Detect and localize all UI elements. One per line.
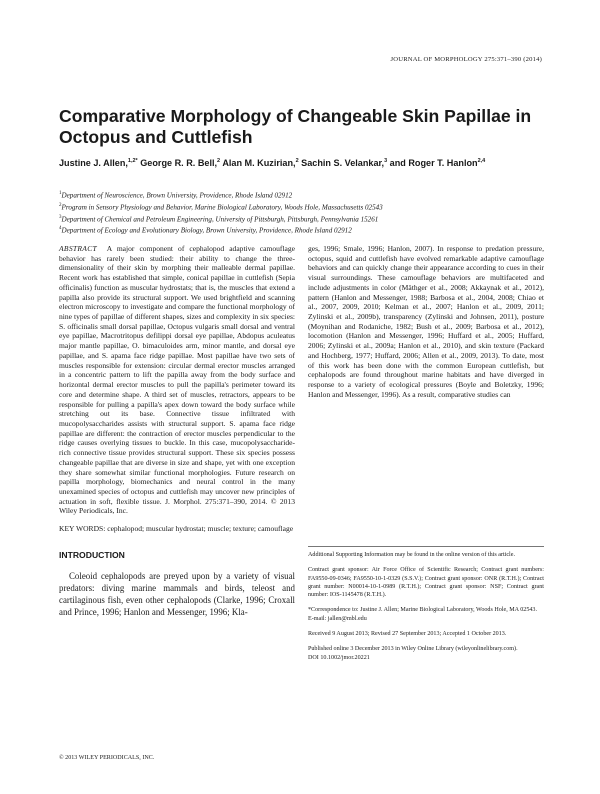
affiliation: $^3$Department of Chemical and Petroleum Engineering, University of Pittsburgh, Pittsburgh, Pennsylvania 15261 [59, 214, 379, 223]
intro-paragraph: Coleoid cephalopods are preyed upon by a variety of visual predators: diving marine mammals and birds, teleost and cartilaginous fish, even other cephalopods (Clarke, 1996; Croxall and Prince, 1996; Hanlon and Messenger, 1996; Kla- [59, 570, 295, 617]
author: Justine J. Allen,$^{1,2*}$ [59, 158, 138, 169]
supporting-info-note: Additional Supporting Information may be found in the online version of this article. [308, 552, 515, 558]
article-title: Comparative Morphology of Changeable Skin Papillae in Octopus and Cuttlefish [59, 106, 532, 147]
affiliations [59, 189, 559, 236]
right-column [308, 244, 544, 400]
abstract-label: ABSTRACT [59, 244, 98, 253]
left-column [59, 244, 295, 618]
keywords: KEY WORDS: cephalopod; muscular hydrostat; muscle; texture; camouflage [59, 524, 294, 534]
journal-header: JOURNAL OF MORPHOLOGY 275:371–390 (2014) [390, 56, 542, 63]
affiliation: $^2$Program in Sensory Physiology and Behavior, Marine Biological Laboratory, Woods Hole, Massachusetts 02543 [59, 202, 383, 212]
doi-link[interactable]: DOI 10.1002/jmor.20221 [308, 654, 370, 661]
abstract-text: A major component of cephalopod adaptive camouflage behavior has rarely been studied: their ability to change the three-dimensionality of their skin by morphing their malleable dermal papillae. Recent work has established that simple, conical papillae in cuttlefish (Sepia officinalis) function as muscular hydrostats; that is, the muscles that extend a papilla also provide its structural support. We used brightfield and scanning electron microscopy to investigate and compare the functional morphology of nine types of papillae of different shapes, sizes and complexity in six species: S. officinalis small dorsal papillae, Octopus vulgaris small dorsal and ventral eye papillae, Macrotritopus defilippi dorsal eye papillae, Abdopus aculeatus major mantle papillae, O. bimaculoides arm, minor mantle, and dorsal eye papillae, and S. apama face ridge papillae. Most papillae have two sets of muscles responsible for extension: circular dermal erector muscles arranged in a concentric pattern to lift the papilla away from the body surface and horizontal dermal erector muscles to pull the papilla's perimeter toward its core and determine shape. A third set of muscles, retractors, appears to be responsible for pulling a papilla's apex down toward the body surface while stretching out its base. Connective tissue infiltrated with mucopolysaccharides assists with structural support. S. apama face ridge papillae are different: the contraction of erector muscles perpendicular to the ridge causes overlying tissues to buckle. In this case, mucopolysaccharide-rich connective tissue provides structural support. These six species possess changeable papillae that are diverse in size and shape, yet with one exception they share somewhat similar functional morphologies. Future research on papilla morphology, biomechanics and neural control in the many unexamined species of octopus and cuttlefish may uncover new principles of actuation in soft, flexible tissue. J. Morphol. 275:371–390, 2014. © 2013 Wiley Periodicals, Inc. [59, 244, 296, 516]
introduction-heading: INTRODUCTION [59, 549, 125, 560]
footnotes [308, 546, 544, 669]
intro-continuation: ges, 1996; Smale, 1996; Hanlon, 2007). In response to predation pressure, octopus, squid and cuttlefish have evolved remarkable adaptive camouflage behaviors and can quickly change their appearance according to cues in their visual surroundings. These camouflage behaviors are multifaceted and include adjustments in color (Mäthger et al., 2008; Akkaynak et al., 2012), pattern (Hanlon and Messenger, 1988; Barbosa et al., 2004, 2008; Chiao et al., 2007, 2009, 2010; Kelman et al., 2007; Hanlon et al., 2009, 2011; Zylinski et al., 2009b), transparency (Zylinski and Johnsen, 2011), posture (Moynihan and Rodaniche, 1982; Bush et al., 2009; Barbosa et al., 2012), locomotion (Hanlon and Messenger, 1996; Huffard et al., 2005; Huffard, 2006; Zylinski et al., 2009a; Hanlon et al., 2010), and skin texture (Packard and Hochberg, 1977; Huffard, 2006; Allen et al., 2009, 2013). To date, most of this work has been done with the common European cuttlefish, but cephalopods are found throughout marine habitats and have diverged in response to a variety of ecological pressures (Boyle and Boletzky, 1996; Hanlon and Messenger, 1996). As a result, comparative studies can [308, 244, 544, 399]
author-list [59, 155, 529, 169]
author: and Roger T. Hanlon$^{2,4}$ [389, 158, 486, 169]
grant-info: Contract grant sponsor: Air Force Office of Scientific Research; Contract grant numbers: FA9550-09-0346; FA9550-10-1-0329 (S.S.V.); Contract grant sponsor: ONR (R.T.H.); Contract grant number: N00014-10-1-0989 (R.T.H.); Contract grant sponsor: NSF; Contract grant number: IOS-1145478 (R.T.H.). [308, 567, 544, 599]
affiliation: $^1$Department of Neuroscience, Brown University, Providence, Rhode Island 02912 [59, 191, 293, 200]
publication-info [308, 645, 544, 662]
abstract [59, 244, 295, 516]
affiliation: $^4$Department of Ecology and Evolutionary Biology, Brown University, Providence, Rhode Island 02912 [59, 226, 352, 235]
correspondence-text: *Correspondence to: Justine J. Allen; Marine Biological Laboratory, Woods Hole, MA 02543. [308, 607, 538, 614]
copyright-notice: © 2013 WILEY PERIODICALS, INC. [59, 755, 155, 761]
author: George R. R. Bell,$^2$ [140, 158, 221, 169]
email-link[interactable]: E-mail: jallen@mbl.edu [308, 615, 367, 622]
correspondence-note [308, 606, 544, 623]
author: Sachin S. Velankar,$^3$ [301, 158, 388, 169]
received-dates: Received 9 August 2013; Revised 27 September 2013; Accepted 1 October 2013. [308, 631, 507, 638]
author: Alan M. Kuzirian,$^2$ [222, 158, 299, 169]
footnote-divider [308, 546, 544, 547]
published-online: Published online 3 December 2013 in Wiley Online Library (wileyonlinelibrary.com). [308, 646, 518, 653]
